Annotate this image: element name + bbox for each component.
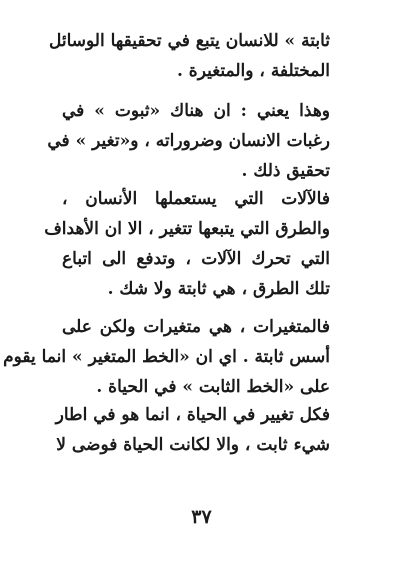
text-line: على «الخط الثابت » في الحياة . xyxy=(96,377,330,397)
text-line: ثابتة » للانسان يتبع في تحقيقها الوسائل xyxy=(48,31,330,51)
text-line: وهذا يعني : ان هناك «ثبوت » في xyxy=(62,101,330,121)
paragraph-2 xyxy=(47,96,330,186)
text-line: التي تحرك الآلات ، وتدفع الى اتباع xyxy=(62,249,330,269)
text-line: المختلفة ، والمتغيرة . xyxy=(176,61,330,81)
paragraph-3 xyxy=(44,184,330,304)
paragraph-5 xyxy=(55,400,330,460)
paragraph-1 xyxy=(48,26,330,86)
text-line: تلك الطرق ، هي ثابتة ولا شك . xyxy=(107,279,330,299)
text-line: فكل تغيير في الحياة ، انما هو في اطار xyxy=(55,405,330,425)
page-number: ٣٧ xyxy=(191,506,212,528)
text-line: فالآلات التي يستعملها الأنسان ، xyxy=(62,189,330,209)
text-line: فالمتغيرات ، هي متغيرات ولكن على xyxy=(62,317,330,337)
text-line: شيء ثابت ، والا لكانت الحياة فوضى لا xyxy=(56,435,330,455)
paragraph-4 xyxy=(3,312,330,402)
text-line: والطرق التي يتبعها تتغير ، الا ان الأهداف xyxy=(44,219,330,239)
text-line: رغبات الانسان وضروراته ، و«تغير » في xyxy=(47,131,330,151)
text-line: تحقيق ذلك . xyxy=(241,161,330,181)
text-line: أسس ثابتة . اي ان «الخط المتغير » انما يقوم xyxy=(3,347,330,367)
